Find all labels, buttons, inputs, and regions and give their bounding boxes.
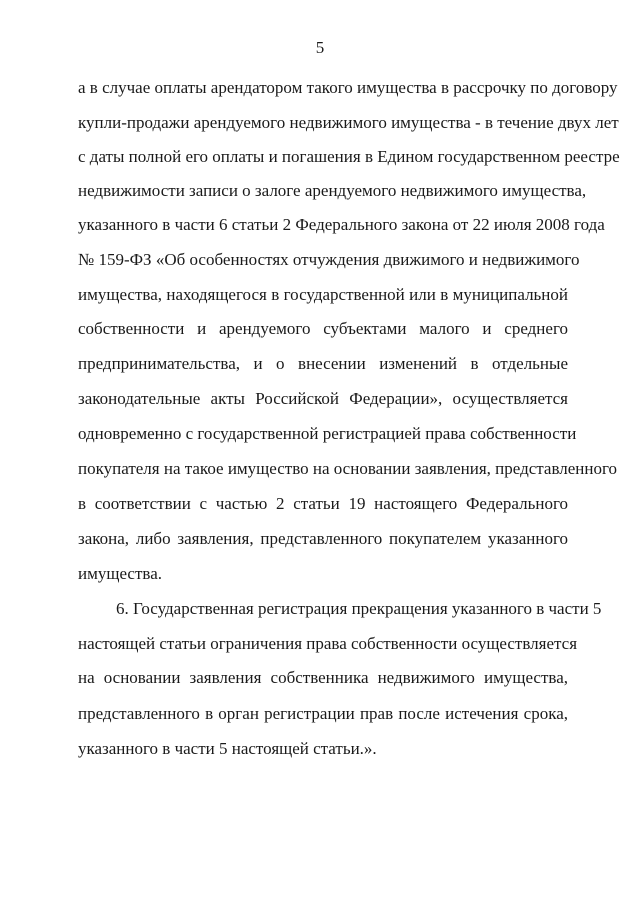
text-line: собственности и арендуемого субъектами малого и среднего	[78, 319, 568, 338]
text-line: с даты полной его оплаты и погашения в Едином государственном реестре	[78, 147, 620, 166]
text-line: представленного в орган регистрации прав после истечения срока,	[78, 704, 568, 723]
text-line: законодательные акты Российской Федерации», осуществляется	[78, 389, 568, 408]
text-line: покупателя на такое имущество на основании заявления, представленного	[78, 459, 618, 478]
text-line: в соответствии с частью 2 статьи 19 настоящего Федерального	[78, 494, 568, 513]
text-line: а в случае оплаты арендатором такого имущества в рассрочку по договору	[78, 78, 618, 97]
text-line: указанного в части 5 настоящей статьи.».	[78, 739, 377, 758]
text-line: недвижимости записи о залоге арендуемого недвижимого имущества,	[78, 181, 587, 200]
text-line: предпринимательства, и о внесении изменений в отдельные	[78, 354, 568, 373]
text-line: купли-продажи арендуемого недвижимого имущества - в течение двух лет	[78, 113, 619, 132]
page-number: 5	[315, 38, 325, 57]
text-line: закона, либо заявления, представленного покупателем указанного	[78, 529, 568, 548]
text-line: имущества.	[78, 564, 162, 583]
paragraph-start-line: 6. Государственная регистрация прекращения указанного в части 5	[116, 599, 602, 618]
text-line: указанного в части 6 статьи 2 Федерального закона от 22 июля 2008 года	[78, 215, 605, 234]
text-line: № 159-ФЗ «Об особенностях отчуждения движимого и недвижимого	[78, 250, 580, 269]
text-line: имущества, находящегося в государственной или в муниципальной	[78, 285, 568, 304]
text-line: одновременно с государственной регистрацией права собственности	[78, 424, 577, 443]
text-line: на основании заявления собственника недвижимого имущества,	[78, 668, 568, 687]
text-line: настоящей статьи ограничения права собственности осуществляется	[78, 634, 578, 653]
